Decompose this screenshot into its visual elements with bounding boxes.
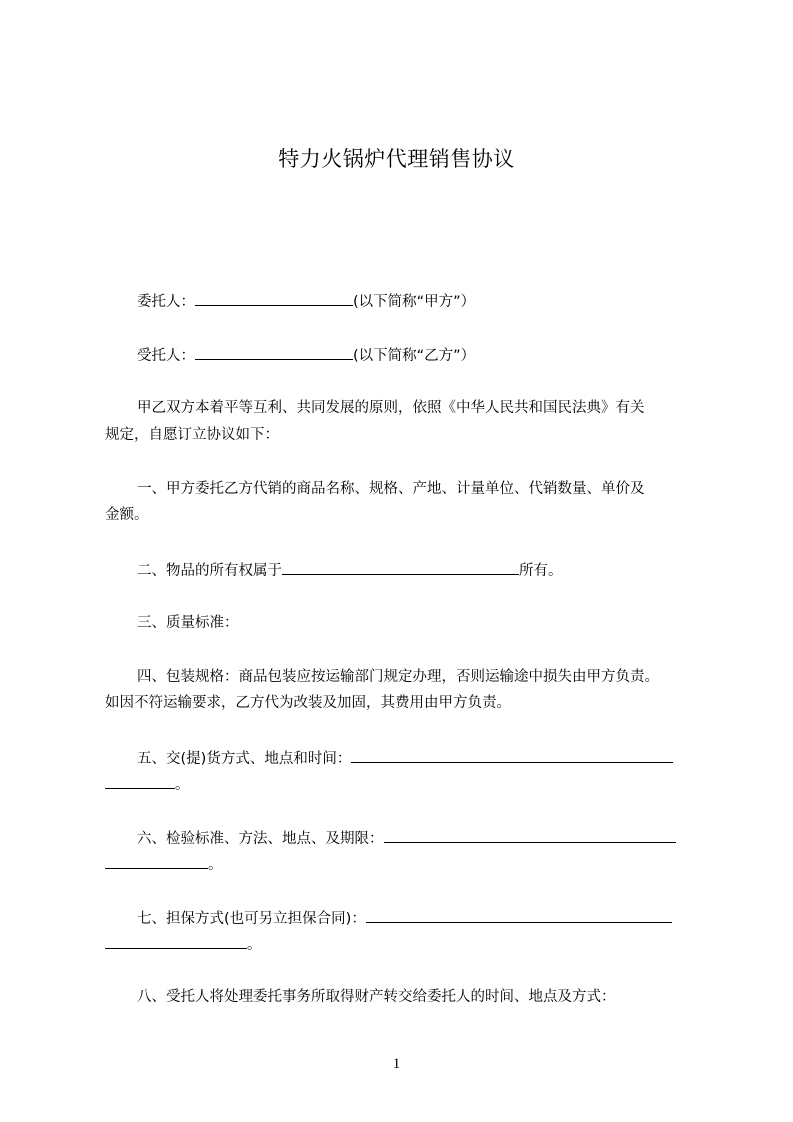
delivery-blank-1[interactable] [351, 747, 673, 763]
page-number: 1 [392, 1056, 401, 1072]
clause-1-line-2: 金额。 [105, 507, 149, 523]
clause-1-line-1: 一、甲方委托乙方代销的商品名称、规格、产地、计量单位、代销数量、单价及 [137, 481, 645, 497]
agent-blank[interactable] [195, 344, 353, 360]
clause-7-cont [105, 933, 262, 955]
principal-suffix: (以下简称“甲方”） [353, 294, 476, 310]
guarantee-blank-2[interactable] [105, 933, 247, 949]
clause-5 [137, 747, 673, 769]
clause-5-period: 。 [175, 777, 190, 793]
owner-blank[interactable] [282, 559, 519, 575]
clause-3: 三、质量标准： [137, 615, 239, 631]
clause-2-suffix: 所有。 [519, 563, 563, 579]
principal-line [137, 290, 475, 312]
clause-6 [137, 827, 676, 849]
clause-6-period: 。 [208, 857, 223, 873]
inspection-blank-2[interactable] [105, 853, 208, 869]
agent-line [137, 344, 475, 366]
clause-5-prefix: 五、交(提)货方式、地点和时间： [137, 751, 352, 767]
agent-suffix: (以下简称“乙方”） [353, 348, 476, 364]
clause-5-cont [105, 773, 190, 795]
guarantee-blank-1[interactable] [366, 907, 672, 923]
clause-7 [137, 907, 672, 929]
intro-line-2: 规定，自愿订立协议如下： [105, 427, 279, 443]
clause-7-prefix: 七、担保方式(也可另立担保合同)： [137, 911, 366, 927]
clause-6-prefix: 六、检验标准、方法、地点、及期限： [137, 831, 384, 847]
agent-label: 受托人： [137, 348, 195, 364]
intro-line-1: 甲乙双方本着平等互利、共同发展的原则，依照《中华人民共和国民法典》有关 [137, 400, 645, 416]
document-title: 特力火锅炉代理销售协议 [278, 147, 515, 171]
delivery-blank-2[interactable] [105, 773, 175, 789]
clause-4-line-2: 如因不符运输要求，乙方代为改装及加固，其费用由甲方负责。 [105, 695, 511, 711]
clause-6-cont [105, 853, 223, 875]
clause-7-period: 。 [247, 937, 262, 953]
principal-blank[interactable] [195, 290, 353, 306]
clause-4-line-1: 四、包装规格：商品包装应按运输部门规定办理，否则运输途中损失由甲方负责。 [137, 669, 659, 685]
principal-label: 委托人： [137, 294, 195, 310]
clause-8: 八、受托人将处理委托事务所取得财产转交给委托人的时间、地点及方式： [137, 989, 616, 1005]
clause-2 [137, 559, 563, 581]
inspection-blank-1[interactable] [384, 827, 676, 843]
clause-2-prefix: 二、物品的所有权属于 [137, 563, 282, 579]
